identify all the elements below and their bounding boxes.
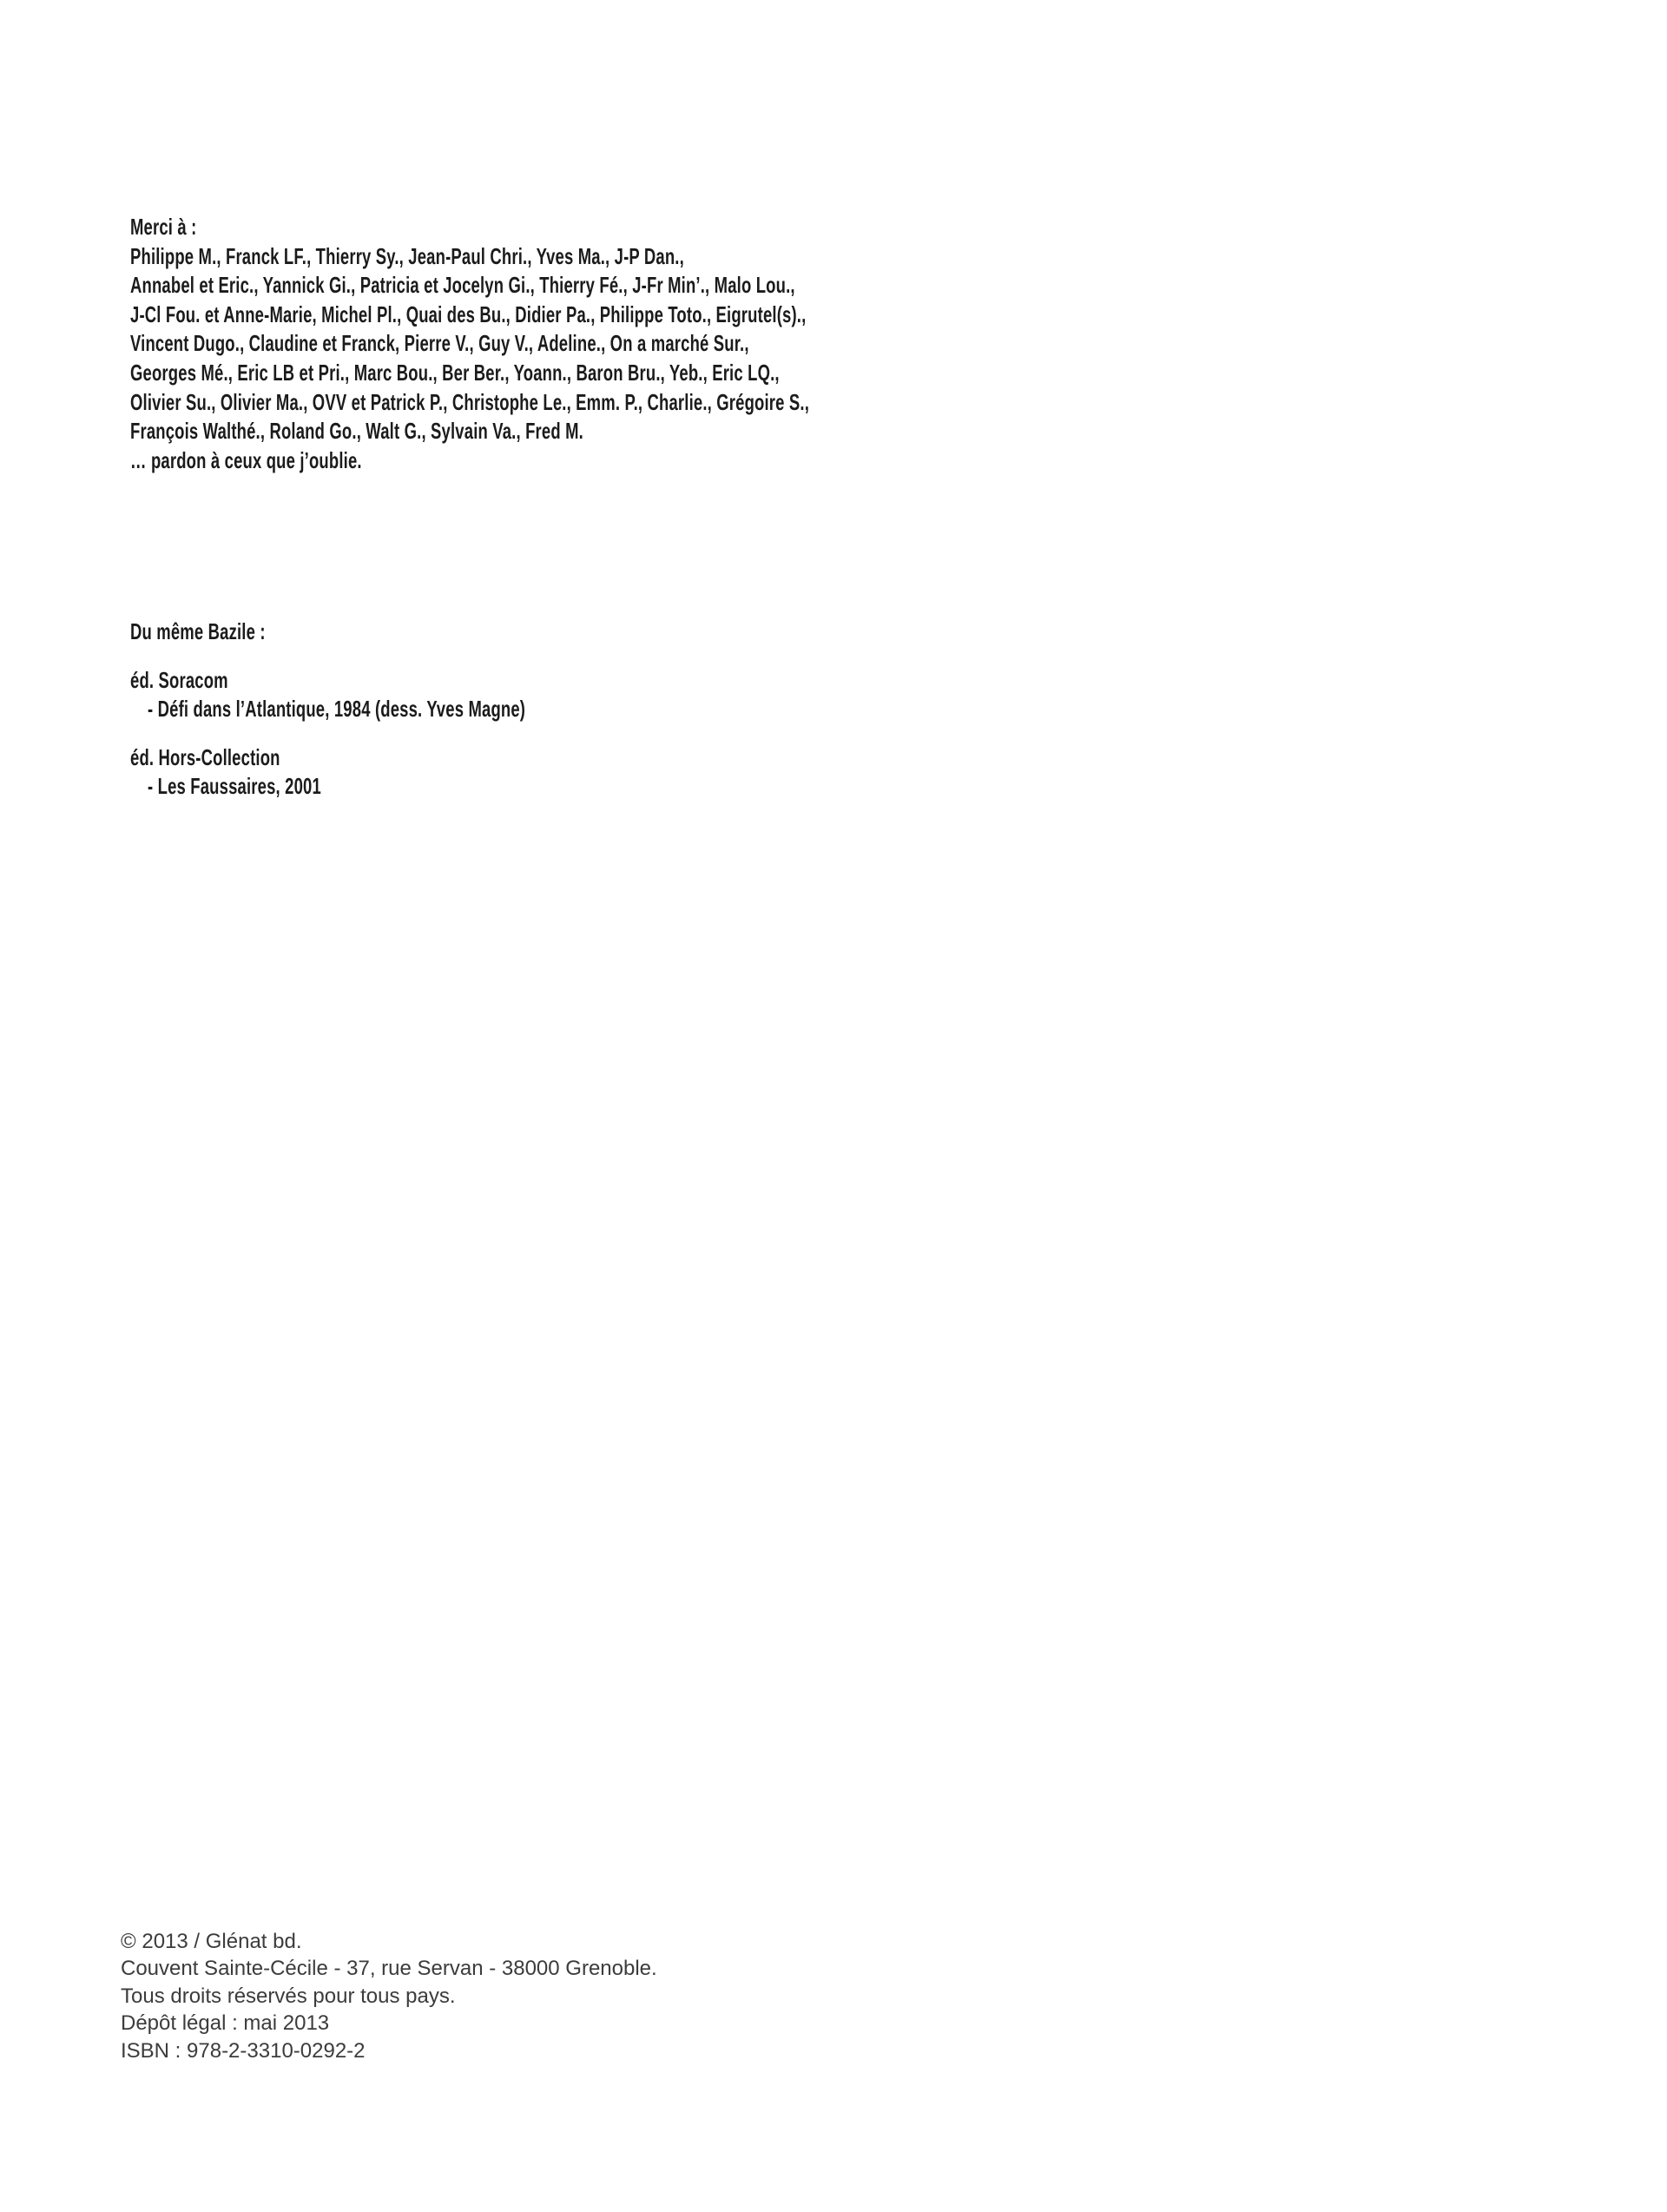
isbn-line: ISBN : 978-2-3310-0292-2 [121,2038,366,2063]
acknowledgments-apology-line: … pardon à ceux que j’oublie. [130,446,362,473]
legal-deposit-line: Dépôt légal : mai 2013 [121,2011,330,2036]
acknowledgments-line: Annabel et Eric., Yannick Gi., Patricia et Jocelyn Gi., Thierry Fé., J-Fr Min’., Malo Lou., [130,272,795,299]
work-title: - Défi dans l’Atlantique, 1984 (dess. Yves Magne) [148,696,526,723]
rights-reserved-line: Tous droits réservés pour tous pays. [121,1984,456,2008]
acknowledgments-heading: Merci à : [130,214,197,240]
bibliography-entry [130,743,680,802]
copyright-line: © 2013 / Glénat bd. [121,1930,302,1953]
acknowledgments-line: Georges Mé., Eric LB et Pri., Marc Bou., Ber Ber., Yoann., Baron Bru., Yeb., Eric LQ., [130,359,780,386]
publisher-name: éd. Hors-Collection [130,743,280,770]
bibliography-section [130,617,680,802]
work-title: - Les Faussaires, 2001 [148,773,321,800]
acknowledgments-line: J-Cl Fou. et Anne-Marie, Michel Pl., Quai des Bu., Didier Pa., Philippe Toto., Eigrutel(s)., [130,300,807,327]
acknowledgments-line: Philippe M., Franck LF., Thierry Sy., Jean-Paul Chri., Yves Ma., J-P Dan., [130,242,684,269]
bibliography-entry [130,666,680,724]
acknowledgments-line: Olivier Su., Olivier Ma., OVV et Patrick P., Christophe Le., Emm. P., Charlie., Grégoire S., [130,388,810,415]
publisher-name: éd. Soracom [130,666,228,693]
acknowledgments-line: Vincent Dugo., Claudine et Franck, Pierre V., Guy V., Adeline., On a marché Sur., [130,330,749,357]
bibliography-heading: Du même Bazile : [130,618,266,644]
colophon-section [121,1928,657,2064]
acknowledgments-line: François Walthé., Roland Go., Walt G., Sylvain Va., Fred M. [130,418,583,445]
publisher-address-line: Couvent Sainte-Cécile - 37, rue Servan - 38000 Grenoble. [121,1957,657,1981]
acknowledgments-section [130,213,1086,475]
